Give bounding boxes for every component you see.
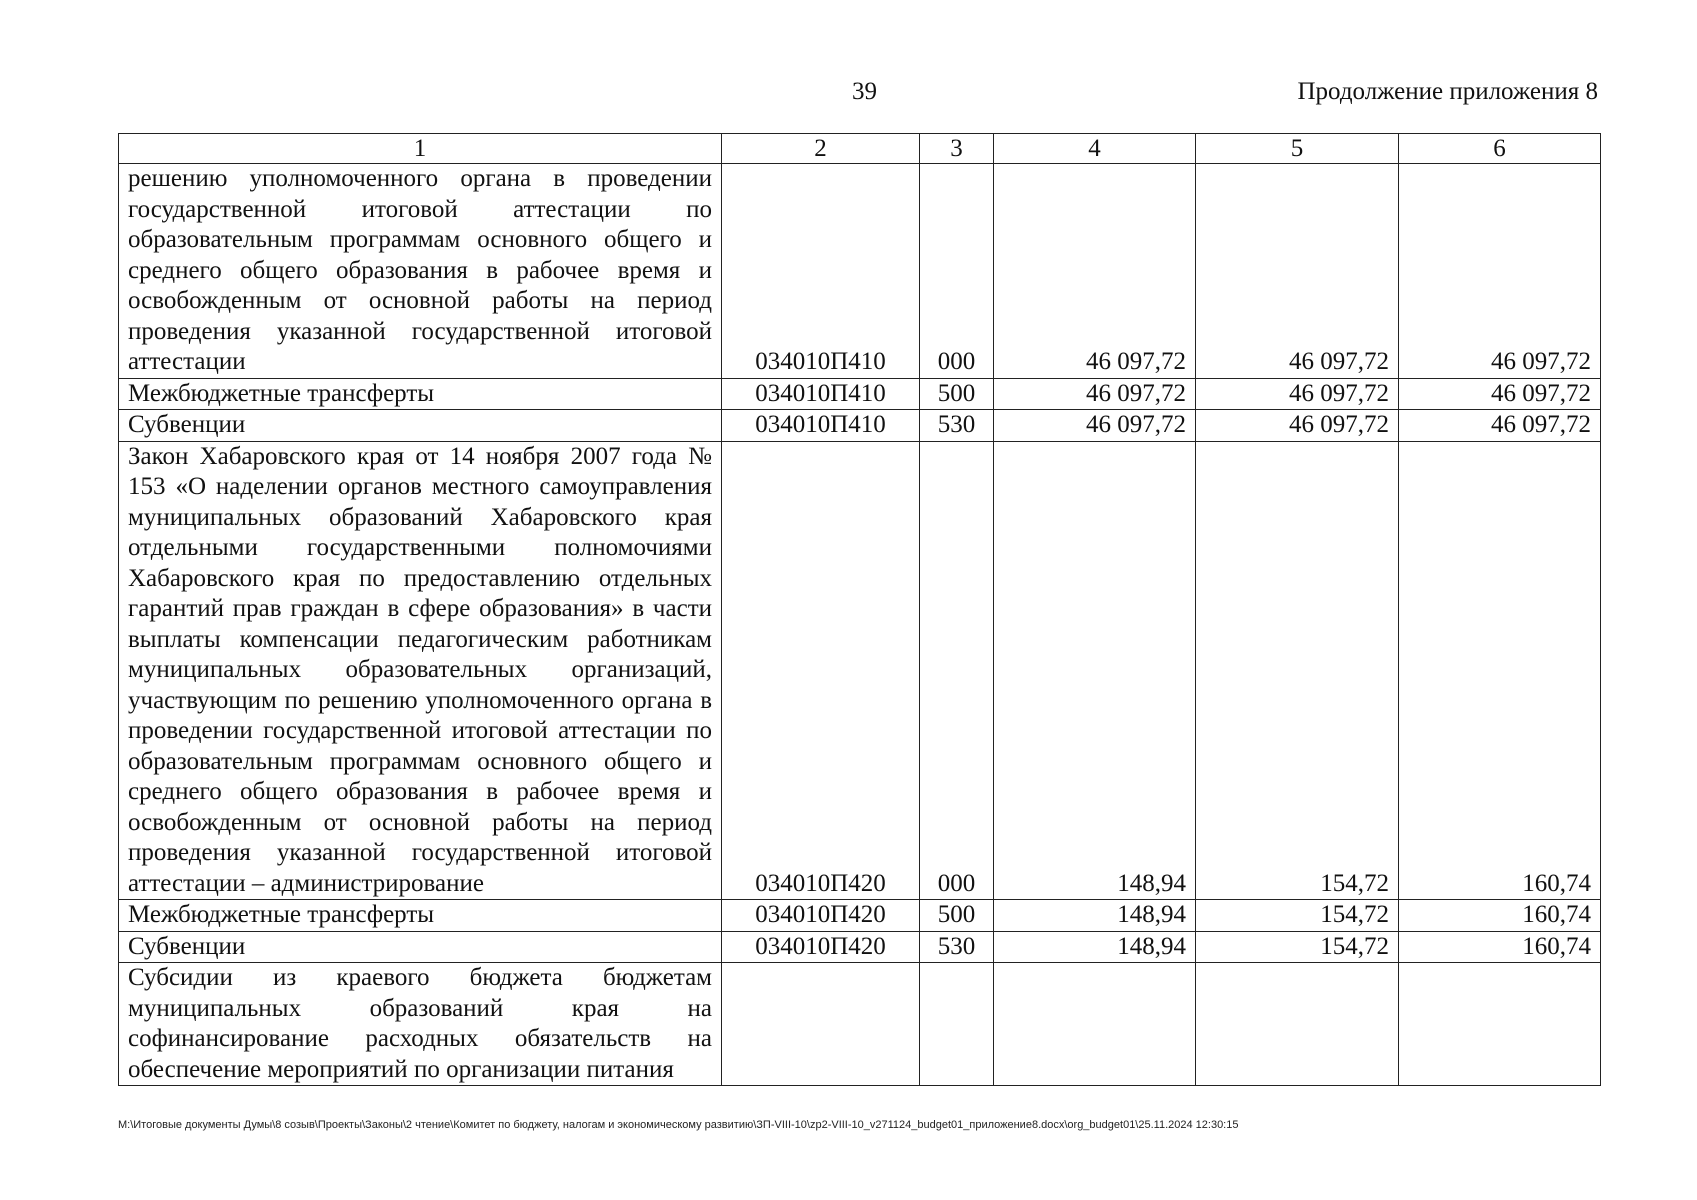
- column-header: 3: [920, 134, 994, 164]
- row-description: Субсидии из краевого бюджета бюджетам муниципальных образований края на софинансирование расходных обязательств на обеспечение мероприятий по организации питания: [119, 963, 722, 1086]
- target-article-code: 034010П420: [722, 931, 920, 963]
- column-number-row: [119, 134, 1601, 164]
- row-description: Закон Хабаровского края от 14 ноября 2007 года № 153 «О наделении органов местного самоуправления муниципальных образований Хабаровского края отдельными государственными полномочиями Хабаровского края по предоставлению отдельных гарантий прав граждан в сфере образования» в части выплаты компенсации педагогическим работникам муниципальных образовательных организаций, участвующим по решению уполномоченного органа в проведении государственной итоговой аттестации по образовательным программам основного общего и среднего общего образования в рабочее время и освобожденным от основной работы на период проведения указанной государственной итоговой аттестации – администрирование: [119, 441, 722, 900]
- amount-year-3: 46 097,72: [1399, 410, 1601, 442]
- row-description: Межбюджетные трансферты: [119, 378, 722, 410]
- column-header: 2: [722, 134, 920, 164]
- amount-year-2: 154,72: [1196, 931, 1399, 963]
- row-description: решению уполномоченного органа в проведении государственной итоговой аттестации по образовательным программам основного общего и среднего общего образования в рабочее время и освобожденным от основной работы на период проведения указанной государственной итоговой аттестации: [119, 164, 722, 379]
- file-path-footer: M:\Итоговые документы Думы\8 созыв\Проекты\Законы\2 чтение\Комитет по бюджету, налогам и экономическому развитию\ЗП-VIII-10\zp2-VIII-10_v271124_budget01_приложение8.docx\org_budget01\25.11.2024 12:30:15: [118, 1119, 1239, 1131]
- amount-year-2: 46 097,72: [1196, 164, 1399, 379]
- amount-year-3: 46 097,72: [1399, 164, 1601, 379]
- expense-kind-code: 000: [920, 441, 994, 900]
- row-description: Субвенции: [119, 931, 722, 963]
- amount-year-1: 46 097,72: [994, 164, 1196, 379]
- amount-year-1: 46 097,72: [994, 410, 1196, 442]
- target-article-code: 034010П410: [722, 410, 920, 442]
- amount-year-1: 148,94: [994, 441, 1196, 900]
- budget-table-body: [119, 134, 1601, 1086]
- column-header: 4: [994, 134, 1196, 164]
- table-row: [119, 378, 1601, 410]
- amount-year-3: 160,74: [1399, 441, 1601, 900]
- target-article-code: 034010П410: [722, 164, 920, 379]
- amount-year-1: [994, 963, 1196, 1086]
- amount-year-3: 160,74: [1399, 931, 1601, 963]
- amount-year-2: [1196, 963, 1399, 1086]
- table-row: [119, 441, 1601, 900]
- table-row: [119, 931, 1601, 963]
- expense-kind-code: 000: [920, 164, 994, 379]
- amount-year-2: 154,72: [1196, 900, 1399, 932]
- row-description: Межбюджетные трансферты: [119, 900, 722, 932]
- amount-year-2: 154,72: [1196, 441, 1399, 900]
- amount-year-2: 46 097,72: [1196, 378, 1399, 410]
- target-article-code: 034010П420: [722, 900, 920, 932]
- table-row: [119, 963, 1601, 1086]
- amount-year-1: 46 097,72: [994, 378, 1196, 410]
- table-row: [119, 900, 1601, 932]
- expense-kind-code: 530: [920, 410, 994, 442]
- table-row: [119, 164, 1601, 379]
- amount-year-2: 46 097,72: [1196, 410, 1399, 442]
- appendix-continuation-title: Продолжение приложения 8: [1297, 78, 1598, 105]
- expense-kind-code: [920, 963, 994, 1086]
- row-description: Субвенции: [119, 410, 722, 442]
- column-header: 6: [1399, 134, 1601, 164]
- page-number: 39: [852, 78, 877, 105]
- expense-kind-code: 500: [920, 900, 994, 932]
- budget-table: [118, 133, 1601, 1086]
- target-article-code: [722, 963, 920, 1086]
- target-article-code: 034010П410: [722, 378, 920, 410]
- expense-kind-code: 530: [920, 931, 994, 963]
- table-row: [119, 410, 1601, 442]
- expense-kind-code: 500: [920, 378, 994, 410]
- amount-year-3: 160,74: [1399, 900, 1601, 932]
- amount-year-1: 148,94: [994, 931, 1196, 963]
- column-header: 1: [119, 134, 722, 164]
- amount-year-3: 46 097,72: [1399, 378, 1601, 410]
- target-article-code: 034010П420: [722, 441, 920, 900]
- amount-year-1: 148,94: [994, 900, 1196, 932]
- amount-year-3: [1399, 963, 1601, 1086]
- column-header: 5: [1196, 134, 1399, 164]
